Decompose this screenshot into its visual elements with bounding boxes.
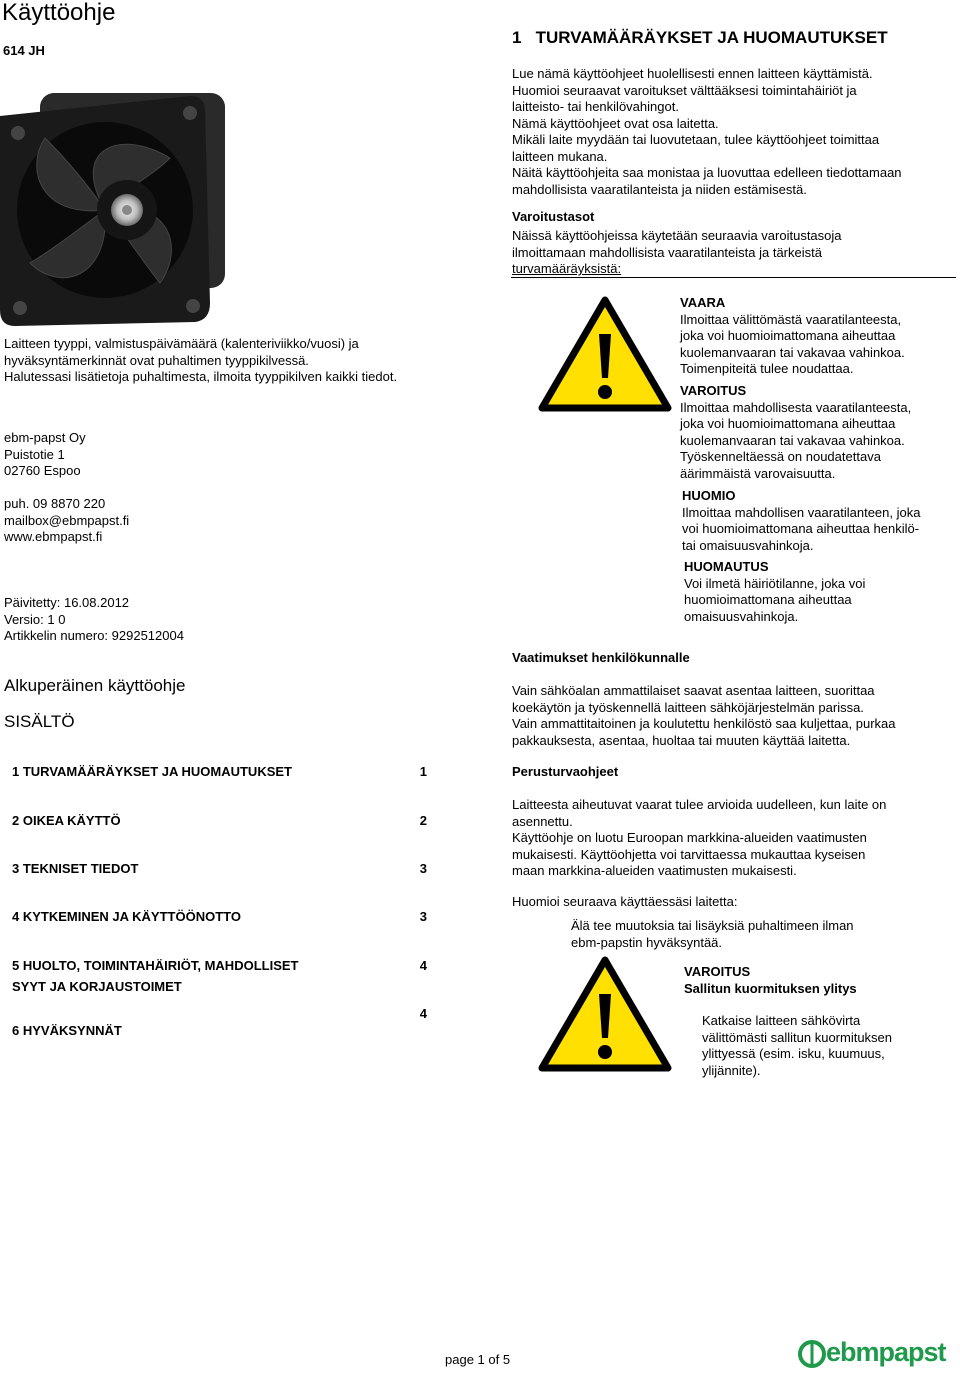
basic-text: Laitteesta aiheutuvat vaarat tulee arvioida uudelleen, kun laite on asennettu. Käyttöohje on luotu Euroopan markkina-alueiden vaatimusten mukaisesti. Käyttöohjetta voi tarvittaessa mukauttaa kyseisen maan markkina-alueiden vaatimusten mukaisesti. xyxy=(512,797,887,878)
original-title: Alkuperäinen käyttöohje xyxy=(4,676,186,695)
toc-page-number-extra: 4 xyxy=(419,1006,427,1021)
levels-text: Näissä käyttöohjeissa käytetään seuraavia varoitustasoja ilmoittamaan mahdollisista vaaratilanteista ja tärkeistä turvamääräyksistä: xyxy=(512,228,842,276)
toc-item[interactable]: 2 OIKEA KÄYTTÖ 2 xyxy=(12,813,427,828)
note-intro: Huomioi seuraava käyttäessäsi laitetta: xyxy=(512,894,738,909)
email-link[interactable]: mailbox@ebmpapst.fi xyxy=(4,512,130,528)
page-number: page 1 of 5 xyxy=(445,1352,511,1367)
company-address: ebm-papst Oy Puistotie 1 02760 Espoo xyxy=(4,430,86,478)
warning-varoitus: VAROITUS Ilmoittaa mahdollisesta vaaratilanteesta, joka voi huomioimattomana aiheuttaa kuolemanvaaran tai vakavaa vahinkoa. Työskenneltäessä on noudatettava äärimmäistä varovaisuutta. xyxy=(680,383,912,481)
overload-title: VAROITUS Sallitun kuormituksen ylitys xyxy=(684,964,857,996)
toc-item[interactable]: 5 HUOLTO, TOIMINTAHÄIRIÖT, MAHDOLLISET SYYT JA KORJAUSTOIMET 4 xyxy=(12,958,427,994)
toc-item[interactable]: 1 TURVAMÄÄRÄYKSET JA HUOMAUTUKSET 1 xyxy=(12,764,427,779)
warning-triangle-icon xyxy=(538,956,672,1072)
document-title: Käyttöohje xyxy=(2,0,116,26)
toc-item[interactable]: 4 KYTKEMINEN JA KÄYTTÖÖNOTTO 3 xyxy=(12,909,427,924)
toc-heading: SISÄLTÖ xyxy=(4,712,75,731)
section-heading: 1 TURVAMÄÄRÄYKSET JA HUOMAUTUKSET xyxy=(512,28,888,47)
model-code: 614 JH xyxy=(3,43,45,58)
overload-text: Katkaise laitteen sähkövirta välittömästi sallitun kuormituksen ylittyessä (esim. isku, kuumuus, ylijännite). xyxy=(702,1013,893,1078)
company-contact: puh. 09 8870 220 mailbox@ebmpapst.fi www.ebmpapst.fi xyxy=(4,496,130,544)
section-intro: Lue nämä käyttöohjeet huolellisesti ennen laitteen käyttämistä. Huomioi seuraavat varoitukset välttääksesi toimintahäiriöt ja laitteisto- tai henkilövahingot. Nämä käyttöohjeet ovat osa laitetta. Mikäli laite myydään tai luovutetaan, tulee käyttöohjeet toimittaa laitteen mukana. Näitä käyttöohjeita saa monistaa ja luovuttaa edelleen tiedottamaan mahdollisista vaaratilanteista ja niiden estämisestä. xyxy=(512,66,902,197)
warning-triangle-icon xyxy=(538,296,672,412)
basic-heading: Perusturvaohjeet xyxy=(512,764,619,779)
warning-huomio: HUOMIO Ilmoittaa mahdollisen vaaratilanteen, joka voi huomioimattomana aiheuttaa henkilö- tai omaisuusvahinkoja. xyxy=(682,488,921,553)
toc-item[interactable]: 6 HYVÄKSYNNÄT xyxy=(12,1023,122,1038)
personnel-text: Vain sähköalan ammattilaiset saavat asentaa laitteen, suorittaa koekäytön ja työskennellä laitteen sähköjärjestelmän parissa. Vain ammattitaitoinen ja koulutettu henkilöstö saa kuljettaa, purkaa pakkauksesta, asentaa, huoltaa tai muuten käyttää laitetta. xyxy=(512,683,896,748)
document-meta: Päivitetty: 16.08.2012 Versio: 1 0 Artikkelin numero: 9292512004 xyxy=(4,595,184,643)
note-text: Älä tee muutoksia tai lisäyksiä puhaltimeen ilman ebm-papstin hyväksyntää. xyxy=(571,918,854,950)
toc-item[interactable]: 3 TEKNISET TIEDOT 3 xyxy=(12,861,427,876)
divider xyxy=(511,277,956,278)
ebmpapst-logo-text: ebmpapst xyxy=(826,1337,946,1367)
fan-product-image xyxy=(0,88,230,328)
warning-huomautus: HUOMAUTUS Voi ilmetä häiriötilanne, joka voi huomioimattomana aiheuttaa omaisuusvahinkoja. xyxy=(684,559,866,624)
levels-heading: Varoitustasot xyxy=(512,209,595,224)
web-link[interactable]: www.ebmpapst.fi xyxy=(4,529,103,544)
warning-vaara: VAARA Ilmoittaa välittömästä vaaratilanteesta, joka voi huomioimattomana aiheuttaa kuolemanvaaran tai vakavaa vahinkoa. Toimenpiteitä tulee noudattaa. xyxy=(680,295,905,376)
personnel-heading: Vaatimukset henkilökunnalle xyxy=(512,650,690,665)
intro-text: Laitteen tyyppi, valmistuspäivämäärä (kalenteriviikko/vuosi) ja hyväksyntämerkinnät ovat puhaltimen tyyppikilvessä. Halutessasi lisätietoja puhaltimesta, ilmoita tyyppikilven kaikki tiedot. xyxy=(4,336,398,384)
